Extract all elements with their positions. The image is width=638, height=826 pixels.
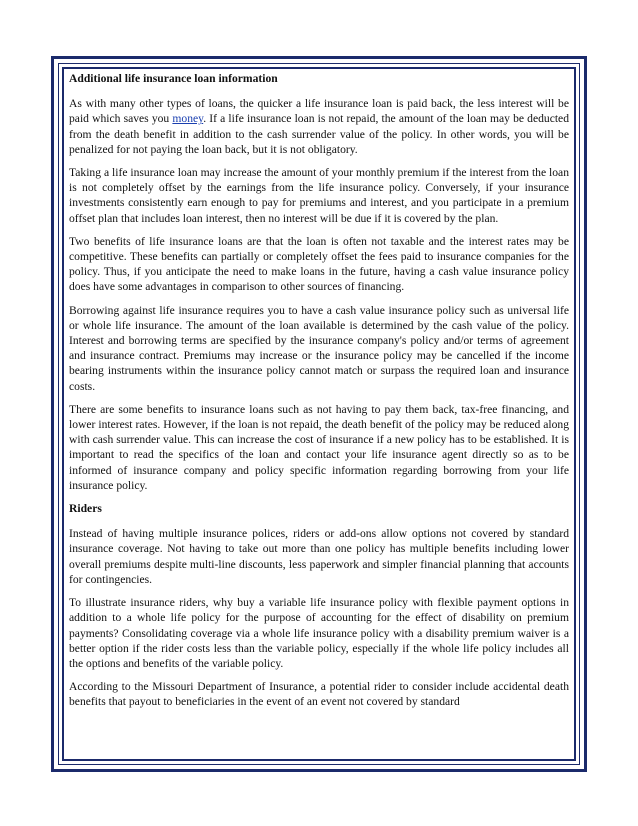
paragraph-4: Borrowing against life insurance requires you to have a cash value insurance policy such as universal life or whole life insurance. The amount of the loan available is determined by the cash value of the policy. Interest and borrowing terms are specified by the insurance company's policy and/or terms of agreement and insurance contract. Premiums may increase or the insurance policy may be cancelled if the income bearing instruments within the insurance policy cannot match or surpass the required loan and insurance costs.: [69, 303, 569, 393]
paragraph-1-text-b: . If a life insurance loan is not repaid, the amount of the loan may be deducted from the death benefit in addition to the cash surrender value of the policy. In other words, you will be penalized for not paying the loan back, but it is not obligatory.: [69, 112, 569, 156]
riders-paragraph-3: According to the Missouri Department of Insurance, a potential rider to consider include accidental death benefits that payout to beneficiaries in the event of an event not covered by standard: [69, 680, 569, 709]
riders-paragraph-2: To illustrate insurance riders, why buy a variable life insurance policy with flexible payment options in addition to a whole life policy for the purpose of accounting for the effect of disability on premium payments? Consolidating coverage via a whole life insurance policy with a disability premium waiver is a better option if the rider costs less than the variable policy, especially if the whole life policy includes all the options and benefits of the variable policy.: [69, 596, 569, 670]
document-body: [69, 71, 569, 718]
paragraph-5: There are some benefits to insurance loans such as not having to pay them back, tax-free financing, and lower interest rates. However, if the loan is not repaid, the death benefit of the policy may be reduced along with cash surrender value. This can increase the cost of insurance if a new policy has to be established. It is important to read the specifics of the loan and contact your life insurance agent directly so as to be informed of insurance company and policy specific information regarding borrowing from your life insurance policy.: [69, 402, 569, 492]
page-border: [51, 56, 587, 772]
section-heading-loan-info: Additional life insurance loan information: [69, 72, 278, 85]
riders-paragraph-1: Instead of having multiple insurance polices, riders or add-ons allow options not covered by standard insurance coverage. Not having to take out more than one policy has multiple benefits including lower overall premiums despite multi-line discounts, less paperwork and simpler financial planning that accounts for contingencies.: [69, 527, 569, 586]
page-border-inner: [62, 67, 576, 761]
page-border-middle: [58, 63, 580, 765]
section-heading-riders: Riders: [69, 502, 102, 516]
paragraph-2: Taking a life insurance loan may increase the amount of your monthly premium if the interest from the loan is not completely offset by the earnings from the life insurance policy. Conversely, if your insurance investments consistently earn enough to pay for premiums and interest, and you participate in a premium offset plan that includes loan interest, then no interest will be due if it is covered by the plan.: [69, 166, 569, 225]
money-link[interactable]: money: [172, 112, 204, 126]
paragraph-1: [69, 96, 569, 157]
paragraph-1-text-a: As with many other types of loans, the quicker a life insurance loan is paid back, the less interest will be paid which saves you: [69, 97, 569, 126]
paragraph-3: Two benefits of life insurance loans are that the loan is often not taxable and the interest rates may be competitive. These benefits can partially or completely offset the fees paid to insurance companies for the policy. Thus, if you anticipate the need to make loans in the future, having a cash value insurance policy does have some advantages in comparison to other sources of financing.: [69, 234, 569, 294]
